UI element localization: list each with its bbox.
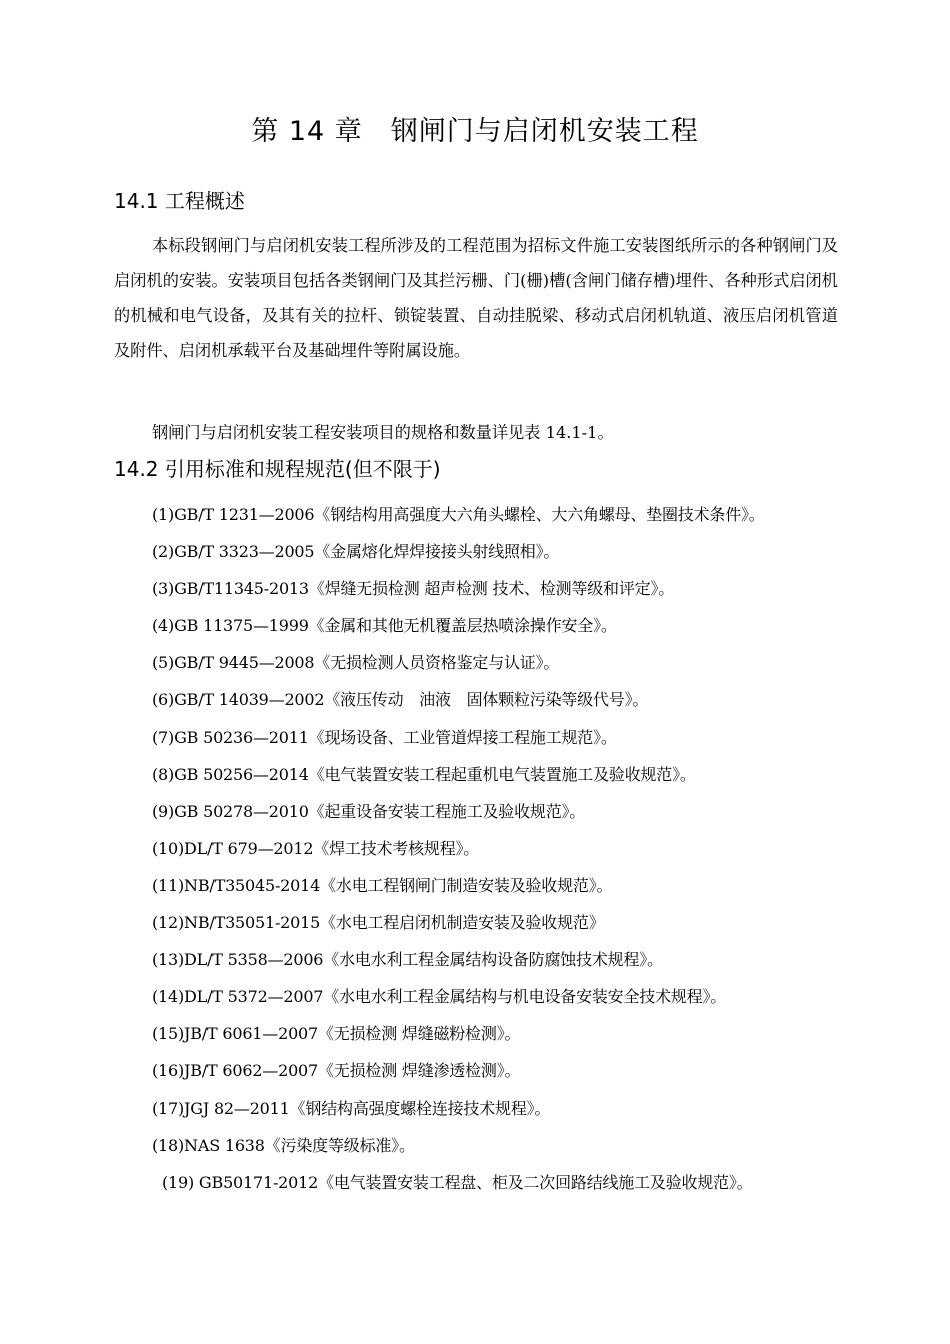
list-item: (12)NB/T35051-2015《水电工程启闭机制造安装及验收规范》 xyxy=(152,913,605,933)
list-item: (19) GB50171-2012《电气装置安装工程盘、柜及二次回路结线施工及验收规范》。 xyxy=(162,1172,753,1192)
list-item: (5)GB/T 9445—2008《无损检测人员资格鉴定与认证》。 xyxy=(152,653,560,673)
standards-list xyxy=(152,496,852,1201)
list-item: (11)NB/T35045-2014《水电工程钢闸门制造安装及验收规范》。 xyxy=(152,875,613,895)
overview-paragraph: 本标段钢闸门与启闭机安装工程所涉及的工程范围为招标文件施工安装图纸所示的各种钢闸门及启闭机的安装。安装项目包括各类钢闸门及其拦污栅、门(栅)槽(含闸门储存槽)埋件、各种形式启闭机的机械和电气设备，及其有关的拉杆、锁锭装置、自动挂脱梁、移动式启闭机轨道、液压启闭机管道及附件、启闭机承载平台及基础埋件等附属设施。 xyxy=(114,236,838,360)
list-item: (7)GB 50236—2011《现场设备、工业管道焊接工程施工规范》。 xyxy=(152,727,617,747)
list-item: (14)DL/T 5372—2007《水电水利工程金属结构与机电设备安装安全技术规程》。 xyxy=(152,987,727,1007)
list-item: (2)GB/T 3323—2005《金属熔化焊焊接接头射线照相》。 xyxy=(152,542,560,562)
list-item: (17)JGJ 82—2011《钢结构高强度螺栓连接技术规程》。 xyxy=(152,1098,551,1118)
section-heading-overview: 14.1 工程概述 xyxy=(114,189,245,213)
list-item: (15)JB/T 6061—2007《无损检测 焊缝磁粉检测》。 xyxy=(152,1024,521,1044)
list-item: (4)GB 11375—1999《金属和其他无机覆盖层热喷涂操作安全》。 xyxy=(152,616,617,636)
list-item: (18)NAS 1638《污染度等级标准》。 xyxy=(152,1135,415,1155)
list-item: (16)JB/T 6062—2007《无损检测 焊缝渗透检测》。 xyxy=(152,1061,521,1081)
list-item: (6)GB/T 14039—2002《液压传动 油液 固体颗粒污染等级代号》。 xyxy=(152,690,649,710)
list-item: (1)GB/T 1231—2006《钢结构用高强度大六角头螺栓、大六角螺母、垫圈技术条件》。 xyxy=(152,505,765,524)
list-item: (9)GB 50278—2010《起重设备安装工程施工及验收规范》。 xyxy=(152,801,586,821)
list-item: (8)GB 50256—2014《电气装置安装工程起重机电气装置施工及验收规范》。 xyxy=(152,764,696,784)
list-item: (10)DL/T 679—2012《焊工技术考核规程》。 xyxy=(152,838,480,858)
overview-table-reference: 钢闸门与启闭机安装工程安装项目的规格和数量详见表 14.1-1。 xyxy=(152,423,614,442)
chapter-title: 第 14 章 钢闸门与启闭机安装工程 xyxy=(251,116,699,147)
list-item: (13)DL/T 5358—2006《水电水利工程金属结构设备防腐蚀技术规程》。 xyxy=(152,950,663,970)
section-heading-standards: 14.2 引用标准和规程规范(但不限于) xyxy=(114,457,441,481)
list-item: (3)GB/T11345-2013《焊缝无损检测 超声检测 技术、检测等级和评定》。 xyxy=(152,579,675,599)
